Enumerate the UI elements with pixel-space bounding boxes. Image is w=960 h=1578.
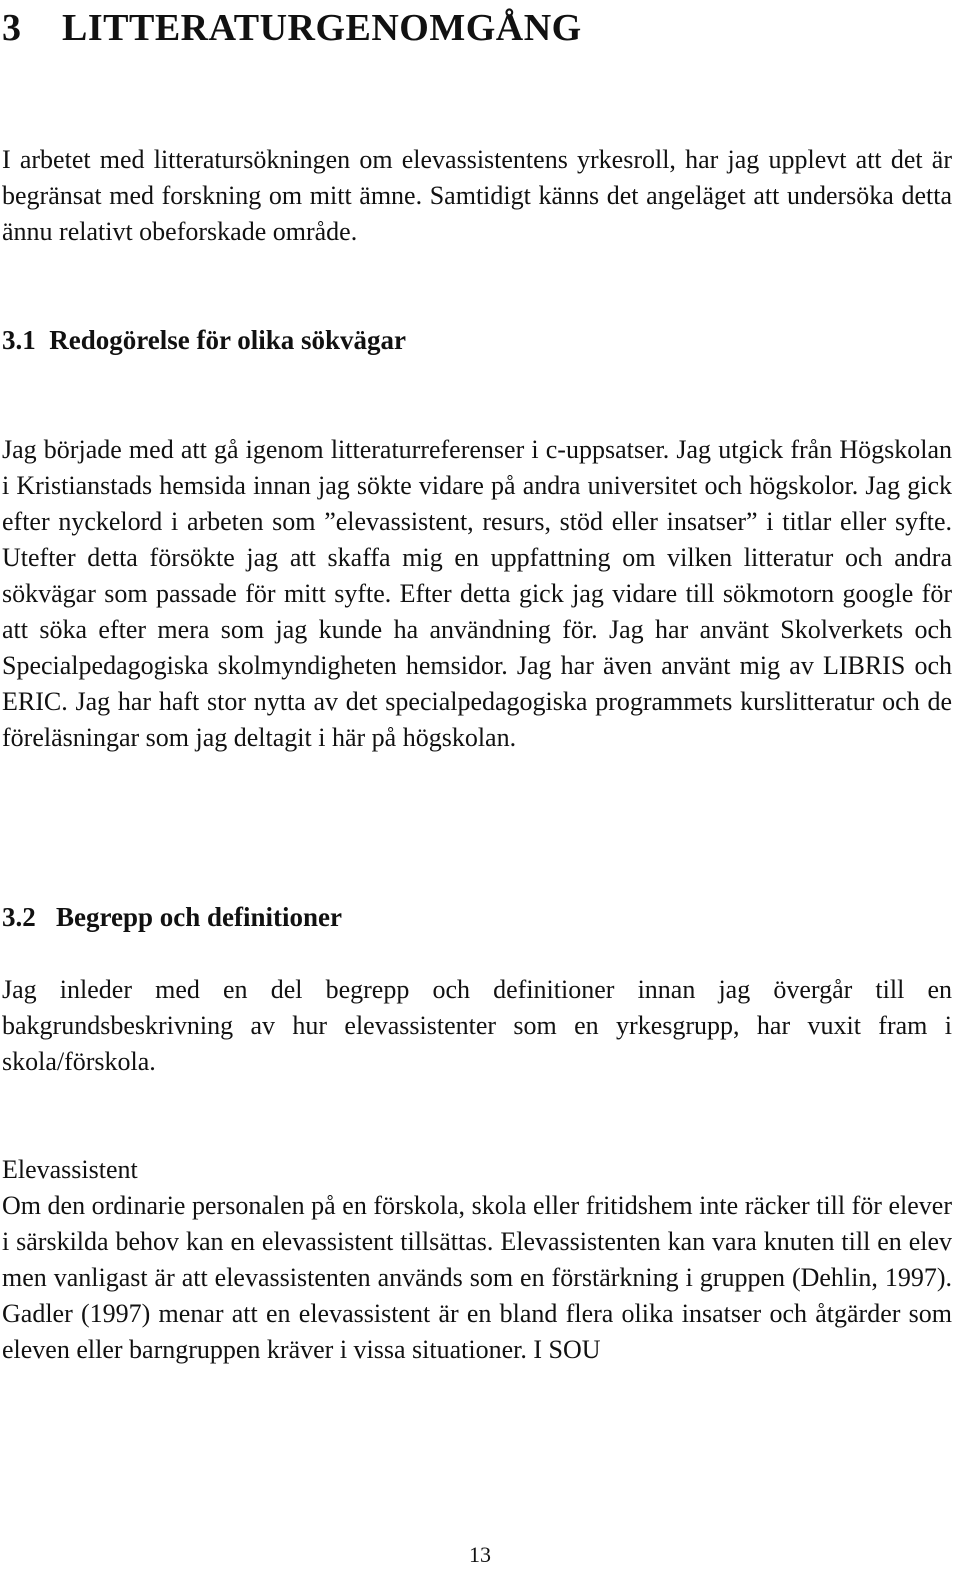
chapter-heading: [2, 6, 582, 50]
chapter-number: 3: [2, 7, 22, 49]
section-3-1-heading: 3.1 Redogörelse för olika sökvägar: [2, 325, 406, 355]
section-3-1-paragraph: Jag började med att gå igenom litteraturreferenser i c-uppsatser. Jag utgick från Högskolan i Kristianstads hemsida innan jag sökte vidare på andra universitet och högskolor. Jag gick efter nyckelord i arbeten som ”elevassistent, resurs, stöd eller insatser” i titlar eller syfte. Utefter detta försökte jag att skaffa mig en uppfattning om vilken litteratur och andra sökvägar som passade för mitt syfte. Efter detta gick jag vidare till sökmotorn google för att söka efter mera som jag kunde ha användning för. Jag har använt Skolverkets och Specialpedagogiska skolmyndigheten hemsidor. Jag har även använt mig av LIBRIS och ERIC. Jag har haft stor nytta av det specialpedagogiska programmets kurslitteratur och de föreläsningar som jag deltagit i här på högskolan.: [2, 435, 952, 752]
page-number: 13: [469, 1542, 491, 1567]
intro-paragraph: I arbetet med litteratursökningen om elevassistentens yrkesroll, har jag upplevt att det är begränsat med forskning om mitt ämne. Samtidigt känns det angeläget att undersöka detta ännu relativt obeforskade område.: [2, 145, 952, 246]
section-3-2-heading: 3.2 Begrepp och definitioner: [2, 902, 342, 932]
chapter-title: LITTERATURGENOMGÅNG: [62, 7, 582, 49]
section-3-2-paragraph: Jag inleder med en del begrepp och definitioner innan jag övergår till en bakgrundsbeskrivning av hur elevassistenter som en yrkesgrupp, har vuxit fram i skola/förskola.: [2, 975, 952, 1076]
term-elevassistent: Elevassistent: [2, 1155, 138, 1184]
elevassistent-paragraph: Om den ordinarie personalen på en förskola, skola eller fritidshem inte räcker till för elever i särskilda behov kan en elevassistent tillsättas. Elevassistenten kan vara knuten till en elev men vanligast är att elevassistenten används som en förstärkning i gruppen (Dehlin, 1997). Gadler (1997) menar att en elevassistent är en bland flera olika insatser och åtgärder som eleven eller barngruppen kräver i vissa situationer. I SOU: [2, 1191, 952, 1364]
